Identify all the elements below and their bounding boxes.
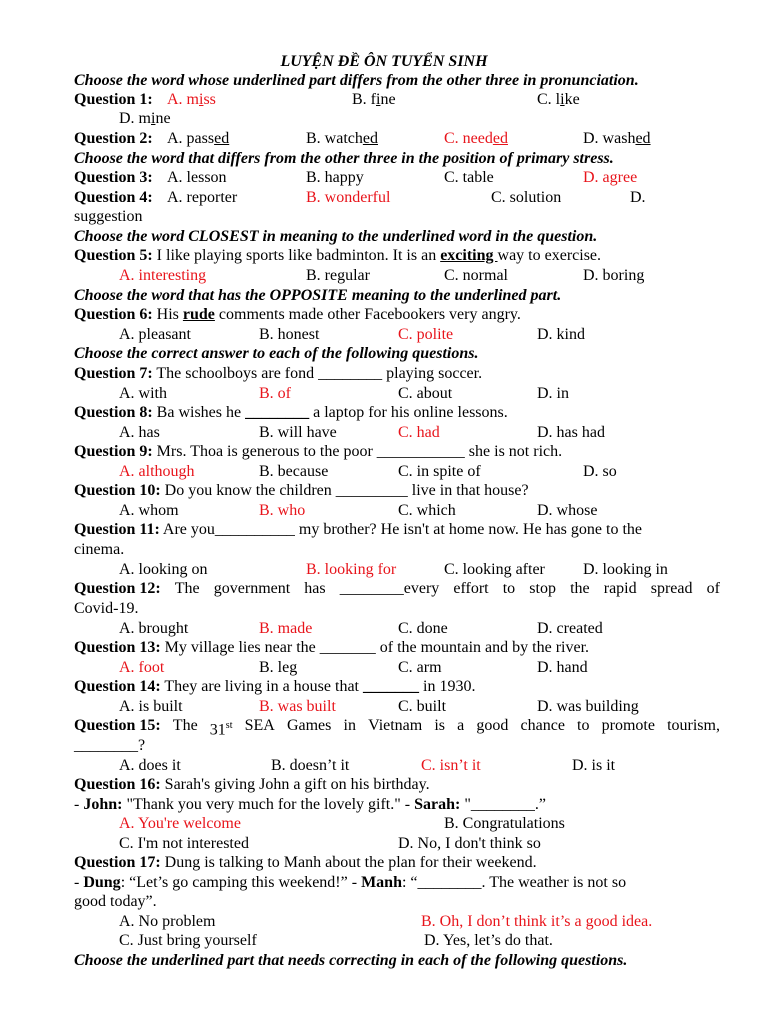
q10-option-a: A. whom — [119, 502, 179, 519]
page-title: LUYỆN ĐỀ ÔN TUYỂN SINH — [280, 53, 488, 70]
question-11-continued: cinema. — [74, 541, 125, 558]
q8-option-b: B. will have — [259, 424, 337, 441]
q11-option-d: D. looking in — [583, 561, 668, 578]
q14-option-c: C. built — [398, 698, 447, 715]
q14-option-b: B. was built — [259, 698, 336, 715]
q6-option-a: A. pleasant — [119, 326, 191, 343]
q12-option-d: D. created — [537, 620, 603, 637]
instruction-correct: Choose the correct answer to each of the following questions. — [74, 345, 479, 362]
q9-option-b: B. because — [259, 463, 329, 480]
q11-option-a: A. looking on — [119, 561, 208, 578]
q3-option-a: A. lesson — [167, 169, 227, 186]
q10-option-b: B. who — [259, 502, 306, 519]
question-15-continued: ________? — [74, 737, 146, 754]
q4-option-c: C. solution — [491, 189, 562, 206]
q10-option-c: C. which — [398, 502, 456, 519]
question-16: Question 16: Sarah's giving John a gift on his birthday. — [74, 776, 430, 793]
q6-option-d: D. kind — [537, 326, 585, 343]
question-10: Question 10: Do you know the children _________ live in that house? — [74, 482, 529, 499]
question-1 — [74, 90, 153, 109]
q11-option-b: B. looking for — [306, 561, 397, 578]
q7-option-c: C. about — [398, 385, 453, 402]
q12-option-c: C. done — [398, 620, 448, 637]
q15-option-a: A. does it — [119, 757, 181, 774]
q8-option-c: C. had — [398, 424, 440, 441]
question-label: Question 2: — [74, 130, 153, 147]
q14-option-d: D. was building — [537, 698, 639, 715]
q1-option-c: C. like — [537, 91, 580, 108]
q5-option-b: B. regular — [306, 267, 370, 284]
q2-option-d: D. washed — [583, 130, 651, 147]
q7-option-d: D. in — [537, 385, 569, 402]
question-12-continued: Covid-19. — [74, 600, 139, 617]
question-label: Question 1: — [74, 91, 153, 108]
question-8: Question 8: Ba wishes he ________ a laptop for his online lessons. — [74, 404, 508, 421]
q2-option-b: B. watched — [306, 130, 378, 147]
q3-option-c: C. table — [444, 169, 494, 186]
q6-option-b: B. honest — [259, 326, 320, 343]
q1-option-a: A. miss — [167, 91, 216, 108]
q13-option-d: D. hand — [537, 659, 588, 676]
q8-option-d: D. has had — [537, 424, 605, 441]
q14-option-a: A. is built — [119, 698, 183, 715]
q9-option-a: A. although — [119, 463, 195, 480]
q16-option-b: B. Congratulations — [444, 815, 565, 832]
question-11: Question 11: Are you__________ my brother? He isn't at home now. He has gone to the — [74, 521, 642, 538]
q15-option-d: D. is it — [572, 757, 616, 774]
q15-option-c: C. isn’t it — [421, 757, 481, 774]
q4-option-a: A. reporter — [167, 189, 238, 206]
q13-option-b: B. leg — [259, 659, 298, 676]
q3-option-b: B. happy — [306, 169, 364, 186]
q10-option-d: D. whose — [537, 502, 598, 519]
q4-option-d: D. — [630, 189, 646, 206]
q2-option-c: C. needed — [444, 130, 508, 147]
question-9: Question 9: Mrs. Thoa is generous to the poor ___________ she is not rich. — [74, 443, 563, 460]
q12-option-b: B. made — [259, 620, 313, 637]
q2-option-a: A. passed — [167, 130, 230, 147]
q5-option-d: D. boring — [583, 267, 645, 284]
q17-option-c: C. Just bring yourself — [119, 932, 257, 949]
q7-option-a: A. with — [119, 385, 167, 402]
q16-option-a: A. You're welcome — [119, 815, 241, 832]
question-4: Question 4: — [74, 189, 153, 206]
q6-option-c: C. polite — [398, 326, 454, 343]
instruction-closest: Choose the word CLOSEST in meaning to the underlined word in the question. — [74, 228, 598, 245]
question-7: Question 7: The schoolboys are fond ________ playing soccer. — [74, 365, 483, 382]
question-14: Question 14: They are living in a house that _______ in 1930. — [74, 678, 476, 695]
q17-option-b: B. Oh, I don’t think it’s a good idea. — [421, 913, 653, 930]
q16-option-d: D. No, I don't think so — [398, 835, 541, 852]
question-12: Question 12: The government has ________every effort to stop the rapid spread of — [74, 580, 720, 597]
q9-option-d: D. so — [583, 463, 617, 480]
q17-dialogue: - Dung: “Let’s go camping this weekend!” - Manh: “________. The weather is not so — [74, 874, 627, 891]
q13-option-c: C. arm — [398, 659, 442, 676]
q12-option-a: A. brought — [119, 620, 189, 637]
q5-option-a: A. interesting — [119, 267, 207, 284]
q1-option-b: B. fine — [352, 91, 396, 108]
q17-option-a: A. No problem — [119, 913, 216, 930]
q7-option-b: B. of — [259, 385, 291, 402]
question-13: Question 13: My village lies near the _______ of the mountain and by the river. — [74, 639, 590, 656]
q3-option-d: D. agree — [583, 169, 638, 186]
question-2 — [74, 129, 153, 148]
instruction-pronunciation: Choose the word whose underlined part differs from the other three in pronunciation. — [74, 72, 639, 89]
q4-option-b: B. wonderful — [306, 189, 391, 206]
q16-dialogue: - John: "Thank you very much for the lovely gift." - Sarah: "________.” — [74, 796, 546, 813]
question-3: Question 3: — [74, 169, 153, 186]
q9-option-c: C. in spite of — [398, 463, 481, 480]
q5-option-c: C. normal — [444, 267, 508, 284]
q4-option-d-continued: suggestion — [74, 208, 143, 225]
q17-dialogue-continued: good today”. — [74, 893, 157, 910]
question-15: Question 15: The 31st SEA Games in Vietnam is a good chance to promote tourism, — [74, 717, 720, 739]
question-5: Question 5: I like playing sports like badminton. It is an exciting way to exercise. — [74, 247, 602, 264]
q1-option-d: D. mine — [119, 110, 171, 127]
instruction-stress: Choose the word that differs from the other three in the position of primary stress. — [74, 150, 614, 167]
q15-option-b: B. doesn’t it — [271, 757, 350, 774]
q13-option-a: A. foot — [119, 659, 165, 676]
instruction-error: Choose the underlined part that needs correcting in each of the following questions. — [74, 952, 628, 969]
question-6: Question 6: His rude comments made other Facebookers very angry. — [74, 306, 521, 323]
q17-option-d: D. Yes, let’s do that. — [424, 932, 553, 949]
question-17: Question 17: Dung is talking to Manh about the plan for their weekend. — [74, 854, 537, 871]
instruction-opposite: Choose the word that has the OPPOSITE meaning to the underlined part. — [74, 287, 562, 304]
q11-option-c: C. looking after — [444, 561, 545, 578]
q16-option-c: C. I'm not interested — [119, 835, 249, 852]
q8-option-a: A. has — [119, 424, 160, 441]
